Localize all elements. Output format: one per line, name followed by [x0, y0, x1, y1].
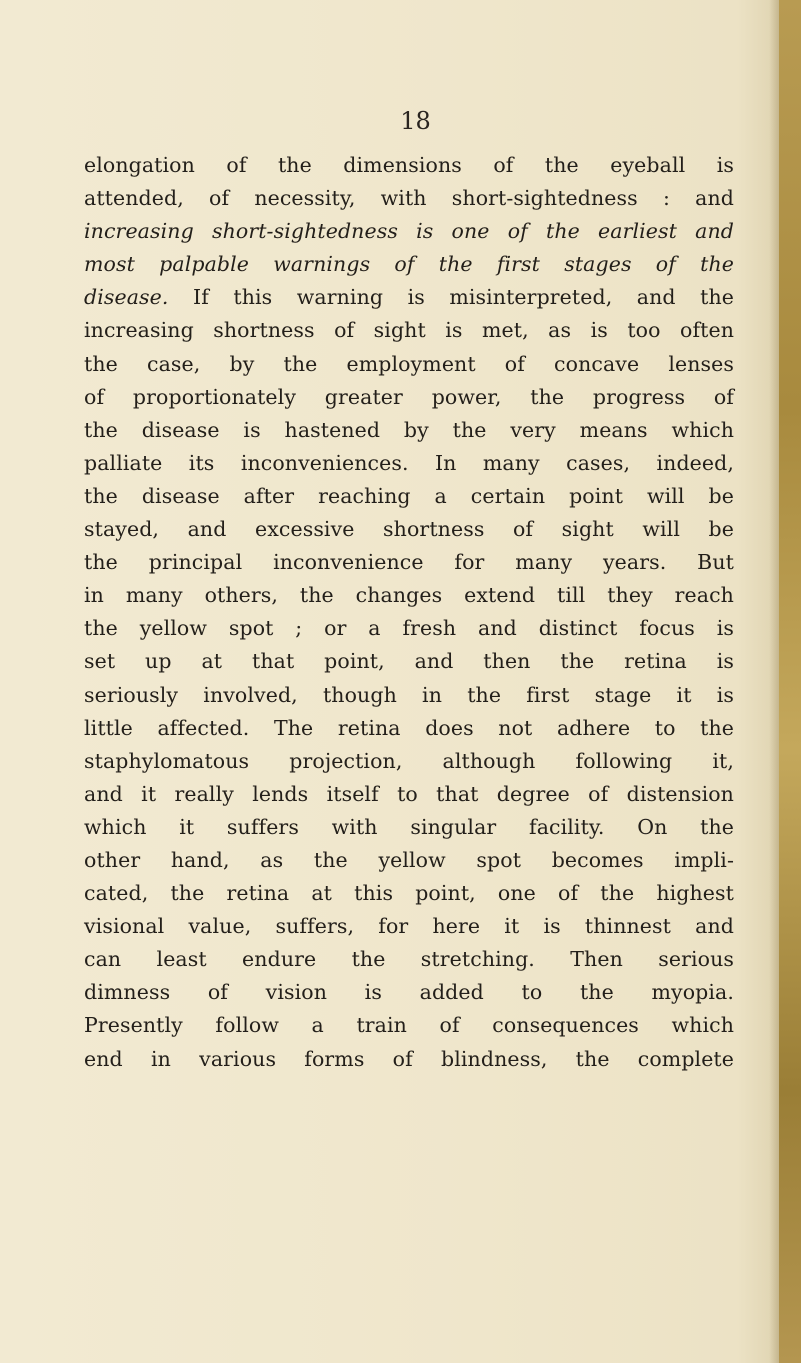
text-segment: If this warning is misinterpreted, and the — [168, 285, 734, 310]
text-segment: stayed, and excessive shortness of sight will be — [84, 517, 734, 542]
text-line — [84, 314, 734, 347]
text-segment: the disease is hastened by the very means which — [84, 417, 734, 442]
text-segment: elongation of the dimensions of the eyeball is — [84, 153, 734, 177]
italic-text: disease. — [84, 285, 169, 310]
text-segment: set up at that point, and then the retina is — [84, 649, 734, 674]
italic-text: most palpable warnings of the first stages of the — [84, 252, 734, 277]
text-line — [84, 612, 734, 645]
text-line — [84, 679, 734, 712]
italic-text: increasing short-sightedness is one of the earliest and — [84, 219, 734, 244]
text-segment: palliate its inconveniences. In many cases, indeed, — [84, 450, 734, 475]
text-segment: and it really lends itself to that degree of distension — [84, 781, 734, 806]
text-segment: the yellow spot ; or a fresh and distinct focus is — [84, 616, 734, 641]
text-line — [84, 877, 734, 910]
text-line — [84, 976, 734, 1009]
text-line — [84, 778, 734, 811]
text-line — [84, 811, 734, 844]
text-line — [84, 910, 734, 943]
body-text — [84, 149, 734, 1076]
text-line — [84, 480, 734, 513]
text-segment: Presently follow a train of consequences which — [84, 1013, 734, 1038]
page-number: 18 — [400, 107, 431, 135]
text-segment: the case, by the employment of concave lenses — [84, 351, 734, 376]
text-line — [84, 844, 734, 877]
text-segment: attended, of necessity, with short-sightedness : and — [84, 186, 734, 211]
text-segment: other hand, as the yellow spot becomes impli- — [84, 847, 734, 872]
text-line — [84, 579, 734, 612]
text-segment: visional value, suffers, for here it is thinnest and — [84, 914, 734, 939]
text-segment: little affected. The retina does not adhere to the — [84, 715, 734, 740]
text-line — [84, 447, 734, 480]
text-line — [84, 943, 734, 976]
text-segment: of proportionately greater power, the progress of — [84, 384, 734, 409]
text-segment: the disease after reaching a certain point will be — [84, 483, 734, 508]
text-line — [84, 546, 734, 579]
text-segment: dimness of vision is added to the myopia. — [84, 980, 734, 1005]
text-segment: in many others, the changes extend till they reach — [84, 583, 734, 608]
text-segment: the principal inconvenience for many years. But — [84, 550, 734, 575]
text-line — [84, 745, 734, 778]
text-line — [84, 149, 734, 182]
page-edge-shadow — [769, 0, 779, 1363]
text-line — [84, 414, 734, 447]
text-line — [84, 381, 734, 414]
text-line — [84, 1009, 734, 1042]
text-segment: increasing shortness of sight is met, as is too often — [84, 318, 734, 343]
text-segment: can least endure the stretching. Then serious — [84, 947, 734, 972]
text-segment: staphylomatous projection, although following it, — [84, 748, 734, 773]
text-segment: end in various forms of blindness, the complete — [84, 1046, 734, 1071]
text-line — [84, 513, 734, 546]
text-segment: which it suffers with singular facility. On the — [84, 814, 734, 839]
text-segment: cated, the retina at this point, one of the highest — [84, 881, 734, 906]
text-segment: seriously involved, though in the first stage it is — [84, 682, 734, 707]
text-line — [84, 248, 734, 281]
text-line — [84, 712, 734, 745]
text-line — [84, 281, 734, 314]
page-edge — [779, 0, 801, 1363]
text-line — [84, 348, 734, 381]
text-line — [84, 182, 734, 215]
text-line — [84, 645, 734, 678]
text-line — [84, 1043, 734, 1076]
text-line — [84, 215, 734, 248]
